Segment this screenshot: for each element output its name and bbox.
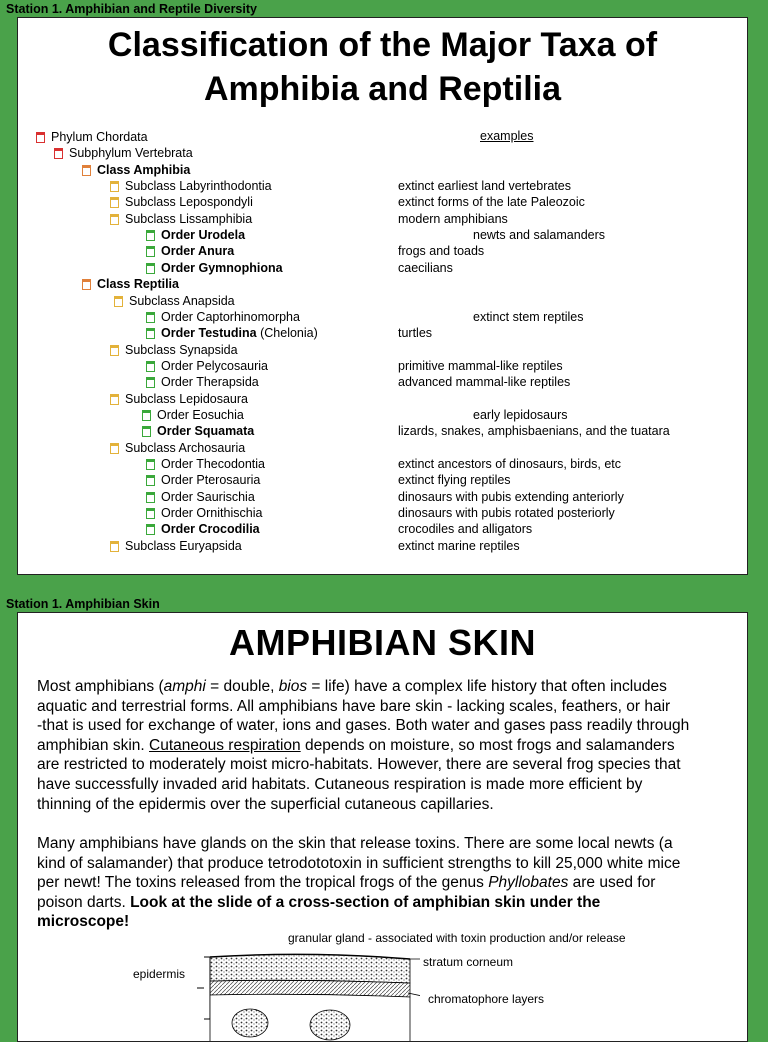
title-line-2: Amphibia and Reptilia	[203, 70, 562, 108]
text-segment: are used for	[568, 874, 656, 892]
paragraph-line	[37, 677, 737, 697]
taxon-name: Order Captorhinomorpha	[161, 309, 300, 324]
taxon-example: dinosaurs with pubis rotated posteriorly	[398, 506, 615, 521]
taxon-row	[18, 440, 748, 456]
taxon-label	[161, 309, 300, 325]
taxon-row	[18, 342, 748, 358]
taxon-label	[157, 423, 254, 439]
taxon-example: modern amphibians	[398, 211, 508, 226]
bullet-icon	[54, 148, 63, 159]
taxon-name: Subclass Labyrinthodontia	[125, 179, 272, 194]
taxon-example: newts and salamanders	[473, 228, 606, 243]
taxon-example: early lepidosaurs	[473, 407, 568, 422]
paragraph-line	[37, 873, 737, 893]
amphibian-skin-panel	[17, 612, 748, 1042]
bullet-icon	[146, 328, 155, 339]
taxon-row	[18, 211, 748, 227]
paragraph-line	[37, 775, 737, 795]
taxon-label	[97, 162, 190, 178]
taxon-label	[97, 276, 179, 292]
taxon-name: Subclass Lepospondyli	[125, 195, 253, 210]
bullet-icon	[110, 197, 119, 208]
text-segment: poison darts.	[37, 893, 131, 911]
taxon-name: Subphylum Vertebrata	[69, 146, 193, 161]
granular-gland-label: granular gland - associated with toxin production and/or release	[288, 931, 626, 945]
bullet-icon	[146, 263, 155, 274]
taxon-label	[125, 211, 252, 227]
bullet-icon	[146, 246, 155, 257]
taxon-row	[18, 325, 748, 341]
taxon-row	[18, 521, 748, 537]
bullet-icon	[146, 230, 155, 241]
station-header-diversity: Station 1. Amphibian and Reptile Diversity	[6, 2, 257, 16]
taxon-row	[18, 407, 748, 423]
taxon-example: extinct flying reptiles	[398, 473, 511, 488]
taxon-name: Subclass Anapsida	[129, 293, 235, 308]
taxon-label	[161, 243, 234, 259]
instruction-bold: Look at the slide of a cross-section of amphibian skin under the	[130, 893, 601, 911]
taxon-name-bold: Class Reptilia	[97, 277, 179, 292]
taxon-name: Order Pelycosauria	[161, 358, 268, 373]
taxon-name: Order Thecodontia	[161, 457, 265, 471]
taxon-label	[161, 472, 260, 488]
taxon-name-bold: Order Squamata	[157, 424, 255, 439]
taxon-row	[18, 162, 748, 178]
taxon-name: Subclass Synapsida	[125, 342, 238, 357]
paragraph-line	[37, 834, 737, 854]
taxon-name-bold: Order Anura	[161, 244, 235, 259]
bullet-icon	[146, 524, 155, 535]
taxon-example: caecilians	[398, 260, 453, 275]
taxon-name-bold: Order Testudina	[161, 326, 257, 341]
taxon-row	[18, 129, 748, 145]
station-header-skin: Station 1. Amphibian Skin	[6, 597, 160, 611]
taxon-name: Order Saurischia	[161, 489, 255, 504]
taxon-label	[161, 521, 260, 537]
bullet-icon	[82, 279, 91, 290]
instruction-bold: microscope!	[37, 913, 130, 931]
taxon-label	[161, 374, 259, 390]
taxon-row	[18, 145, 748, 161]
taxon-row	[18, 538, 748, 554]
text-segment: = double,	[205, 678, 279, 695]
taxon-row	[18, 456, 748, 472]
bullet-icon	[36, 132, 45, 143]
taxon-label	[125, 538, 242, 554]
taxon-label	[125, 178, 272, 194]
taxon-name-bold: Order Gymnophiona	[161, 260, 283, 275]
taxon-label	[161, 260, 283, 276]
text-segment: per newt! The toxins released from the tropical frogs of the genus	[37, 874, 489, 892]
paragraph-line	[37, 755, 737, 775]
taxon-example: crocodiles and alligators	[398, 522, 533, 537]
taxon-label	[161, 227, 245, 243]
skin-paragraph-2	[37, 834, 737, 932]
taxon-name: Order Therapsida	[161, 375, 259, 390]
taxon-label	[161, 456, 265, 472]
term-italic: Phyllobates	[488, 874, 569, 892]
text-segment: Most amphibians (	[37, 678, 164, 695]
taxon-name-bold: Class Amphibia	[97, 162, 191, 177]
text-segment: amphibian skin.	[37, 736, 150, 754]
classification-panel	[17, 17, 748, 575]
taxon-name: Order Pterosauria	[161, 473, 261, 488]
skin-cross-section-illustration	[190, 953, 420, 1042]
epidermis-label: epidermis	[133, 967, 186, 981]
term-italic: bios	[278, 678, 308, 695]
taxon-row	[18, 309, 748, 325]
taxon-row	[18, 260, 748, 276]
taxon-example: frogs and toads	[398, 244, 485, 259]
paragraph-line	[37, 854, 737, 874]
taxon-row	[18, 243, 748, 259]
text-segment: thinning of the epidermis over the superficial cutaneous capillaries.	[37, 795, 494, 813]
bullet-icon	[142, 426, 151, 437]
bullet-icon	[146, 361, 155, 372]
paragraph-line	[37, 893, 737, 913]
taxon-name: Subclass Lissamphibia	[125, 211, 253, 226]
taxon-example: extinct marine reptiles	[398, 538, 520, 553]
taxon-row	[18, 178, 748, 194]
taxon-row	[18, 472, 748, 488]
taxon-label	[161, 325, 318, 341]
taxon-row	[18, 489, 748, 505]
taxon-row	[18, 194, 748, 210]
bullet-icon	[146, 312, 155, 323]
taxon-example: extinct forms of the late Paleozoic	[398, 195, 585, 210]
taxon-label	[125, 194, 253, 210]
text-segment: have successfully invaded arid habitats. Cutaneous respiration is made more efficient by	[37, 775, 643, 793]
bullet-icon	[110, 541, 119, 552]
bullet-icon	[146, 492, 155, 503]
taxon-row	[18, 276, 748, 292]
paragraph-line	[37, 716, 737, 736]
taxon-name: Subclass Archosauria	[125, 440, 246, 455]
text-segment: depends on moisture, so most frogs and salamanders	[300, 736, 675, 754]
text-segment: are restricted to moderately moist micro-habitats. However, there are several frog species that	[37, 756, 681, 774]
taxon-row	[18, 423, 748, 439]
skin-paragraph-1	[37, 677, 737, 814]
bullet-icon	[142, 410, 151, 421]
term-underlined: Cutaneous respiration	[149, 736, 301, 754]
bullet-icon	[110, 394, 119, 405]
stratum-corneum-label: stratum corneum	[423, 955, 514, 969]
taxon-example: extinct stem reptiles	[473, 309, 584, 324]
taxon-row	[18, 374, 748, 390]
taxon-example: extinct ancestors of dinosaurs, birds, etc	[398, 457, 622, 471]
taxon-name: Order Eosuchia	[157, 407, 244, 422]
taxon-name: Subclass Euryapsida	[125, 538, 242, 553]
taxon-example: lizards, snakes, amphisbaenians, and the tuatara	[398, 424, 670, 439]
taxon-row	[18, 358, 748, 374]
taxon-name: Subclass Lepidosaura	[125, 391, 248, 406]
taxon-label	[125, 342, 238, 358]
examples-header: examples	[480, 129, 534, 143]
text-segment: = life) have a complex life history that often includes	[307, 678, 667, 695]
taxon-label	[125, 391, 248, 407]
taxon-name: Phylum Chordata	[51, 130, 148, 144]
bullet-icon	[146, 508, 155, 519]
taxon-example: extinct earliest land vertebrates	[398, 179, 572, 194]
bullet-icon	[146, 377, 155, 388]
taxon-label	[51, 129, 148, 145]
skin-title: AMPHIBIAN SKIN	[228, 622, 536, 663]
bullet-icon	[110, 443, 119, 454]
bullet-icon	[110, 214, 119, 225]
taxon-label	[157, 407, 244, 423]
taxon-label	[161, 489, 255, 505]
bullet-icon	[146, 459, 155, 470]
text-segment: -that is used for exchange of water, ions and gases. Both water and gases pass readily through	[37, 717, 690, 735]
taxon-name-bold: Order Crocodilia	[161, 522, 260, 537]
taxon-example: advanced mammal-like reptiles	[398, 375, 571, 390]
taxon-row	[18, 505, 748, 521]
taxon-name-bold: Order Urodela	[161, 228, 246, 243]
bullet-icon	[110, 181, 119, 192]
paragraph-line	[37, 736, 737, 756]
taxon-label	[161, 505, 262, 521]
text-segment: kind of salamander) that produce tetrodototoxin in sufficient strengths to kill 25,000 white mice	[37, 854, 681, 872]
taxon-label	[69, 145, 193, 161]
taxon-row	[18, 293, 748, 309]
taxon-example: dinosaurs with pubis extending anteriorly	[398, 489, 624, 504]
paragraph-line	[37, 795, 737, 815]
taxon-label	[125, 440, 245, 456]
text-segment: aquatic and terrestrial forms. All amphibians have bare skin - lacking scales, feathers, or hair	[37, 697, 671, 715]
taxon-label	[161, 358, 268, 374]
taxon-label	[129, 293, 235, 309]
bullet-icon	[110, 345, 119, 356]
bullet-icon	[82, 165, 91, 176]
taxon-example: turtles	[398, 326, 433, 341]
taxon-example: primitive mammal-like reptiles	[398, 358, 563, 373]
taxon-name: Order Ornithischia	[161, 506, 263, 521]
bullet-icon	[114, 296, 123, 307]
bullet-icon	[146, 475, 155, 486]
taxon-row	[18, 227, 748, 243]
classification-title	[18, 23, 747, 111]
paragraph-line	[37, 697, 737, 717]
taxon-row	[18, 391, 748, 407]
title-line-1: Classification of the Major Taxa of	[107, 26, 658, 64]
text-segment: Many amphibians have glands on the skin that release toxins. There are some local newts (a	[37, 835, 673, 852]
chromatophore-label: chromatophore layers	[428, 992, 545, 1006]
taxon-synonym: (Chelonia)	[256, 326, 318, 341]
term-italic: amphi	[163, 678, 206, 695]
paragraph-line	[37, 912, 737, 932]
